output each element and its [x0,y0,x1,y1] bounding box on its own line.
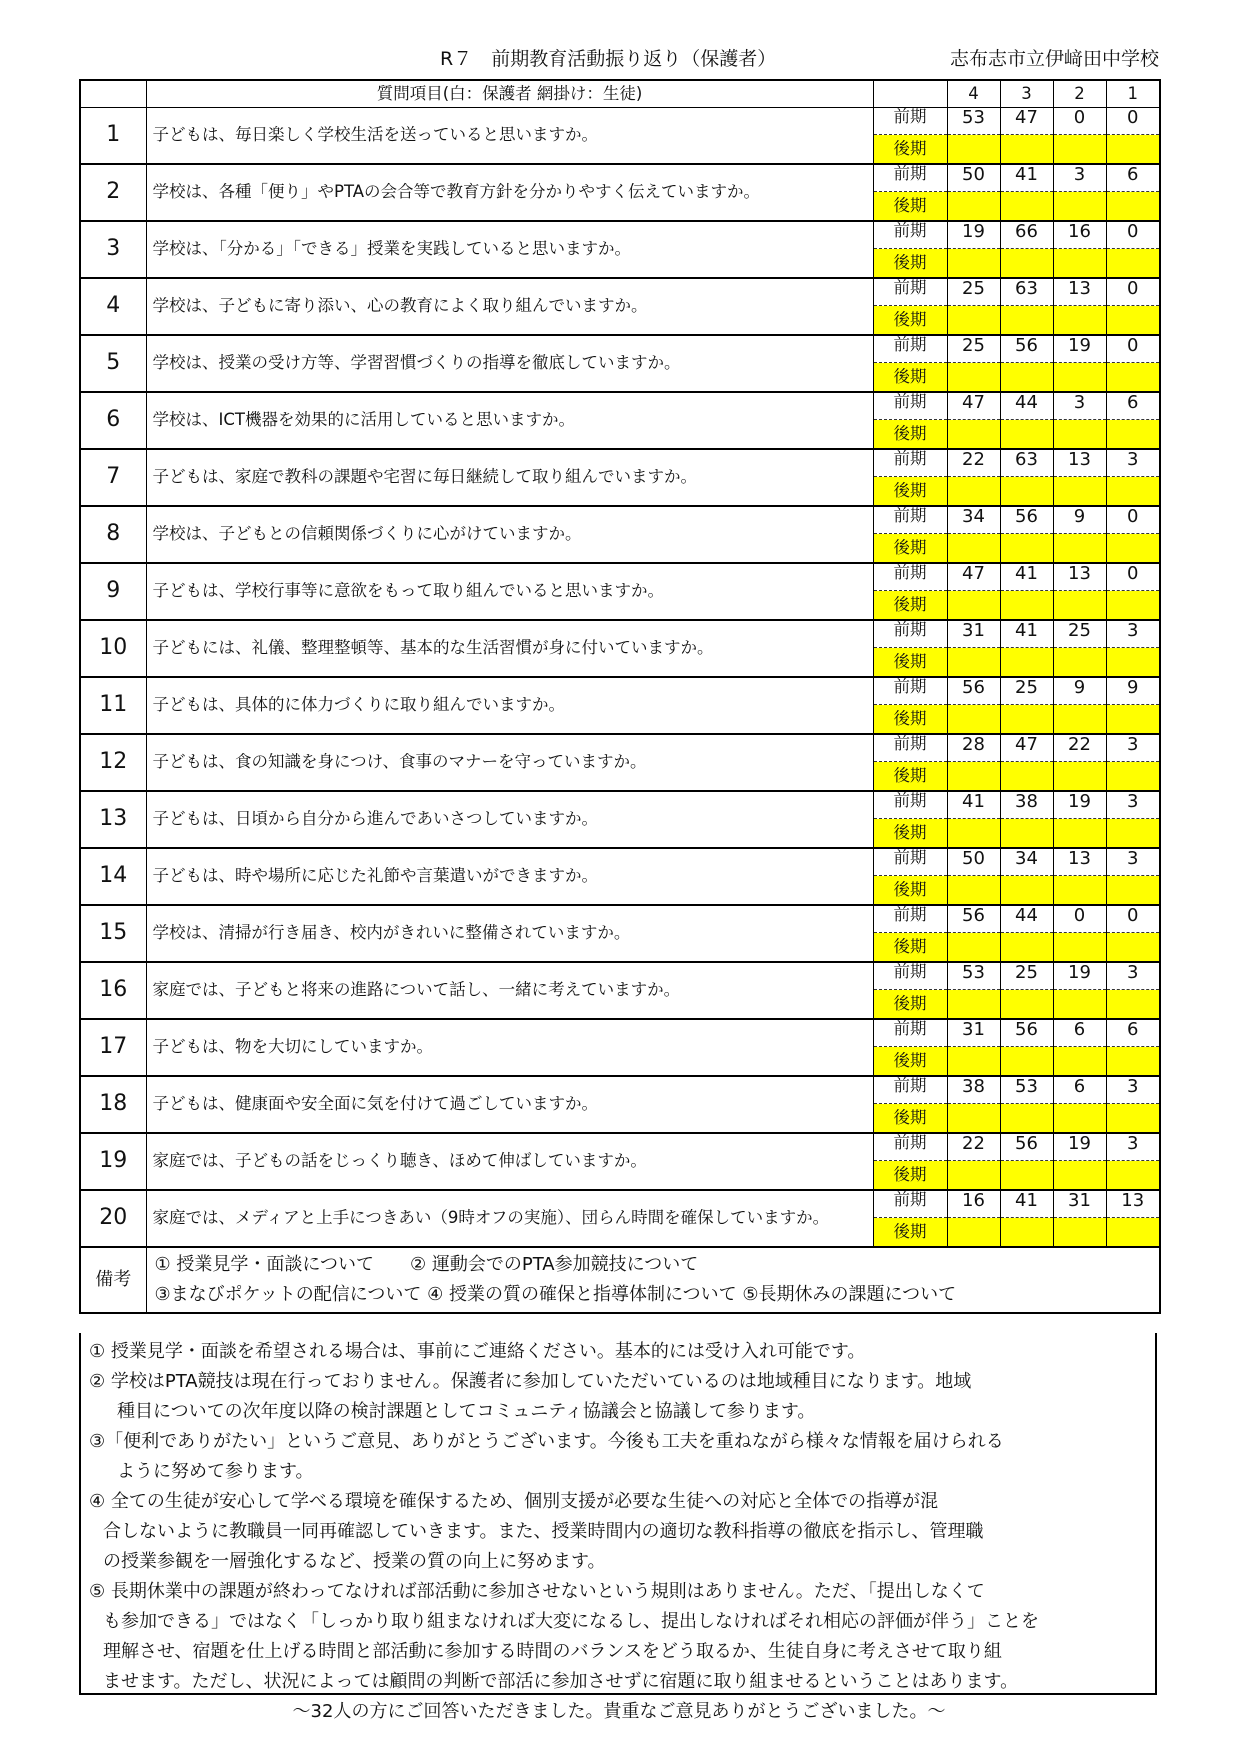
second-term-value [1053,534,1106,564]
second-term-value [1053,477,1106,507]
header-scale-1: 1 [1106,80,1160,108]
remarks-content [146,1247,1160,1313]
second-term-value [947,1161,1000,1191]
value-1: 0 [1106,335,1160,363]
question-text: 学校は、「分かる」「できる」授業を実践していると思いますか。 [146,221,873,278]
header-term-blank [873,80,947,108]
school-name: 志布志市立伊﨑田中学校 [950,48,1160,70]
value-3: 56 [1000,335,1053,363]
second-term-value [1000,933,1053,963]
value-3: 47 [1000,108,1053,135]
value-4: 19 [947,221,1000,249]
term-first-label: 前期 [873,1019,947,1047]
second-term-value [1000,477,1053,507]
question-row [80,962,1160,990]
question-row [80,734,1160,762]
second-term-value [1000,1218,1053,1248]
remarks-line-2: ③まなびポケットの配信について ④ 授業の質の確保と指導体制について ⑤長期休みの課題について [154,1284,957,1305]
second-term-value [1053,363,1106,393]
second-term-value [1053,135,1106,165]
question-row [80,1019,1160,1047]
second-term-value [1106,420,1160,450]
question-text: 学校は、子どもに寄り添い、心の教育によく取り組んでいますか。 [146,278,873,335]
value-2: 13 [1053,848,1106,876]
question-text: 家庭では、子どもの話をじっくり聴き、ほめて伸ばしていますか。 [146,1133,873,1190]
second-term-value [1000,306,1053,336]
value-3: 44 [1000,905,1053,933]
answer-5-line-1: ⑤ 長期休業中の課題が終わってなければ部活動に参加させないという規則はありません。ただ、「提出しなくて [89,1581,985,1602]
second-term-value [947,819,1000,849]
remarks-row [80,1247,1160,1313]
remarks-line-1: ① 授業見学・面談について ② 運動会でのPTA参加競技について [154,1254,699,1275]
value-3: 56 [1000,1019,1053,1047]
header-scale-2: 2 [1053,80,1106,108]
value-4: 31 [947,620,1000,648]
term-first-label: 前期 [873,108,947,135]
question-text: 子どもは、毎日楽しく学校生活を送っていると思いますか。 [146,108,873,165]
value-2: 19 [1053,962,1106,990]
second-term-value [1053,762,1106,792]
question-number: 18 [80,1076,146,1133]
value-2: 13 [1053,278,1106,306]
question-number: 17 [80,1019,146,1076]
second-term-value [947,1047,1000,1077]
value-3: 41 [1000,620,1053,648]
question-row [80,221,1160,249]
question-number: 12 [80,734,146,791]
value-2: 13 [1053,449,1106,477]
question-row [80,108,1160,135]
second-term-value [947,420,1000,450]
value-1: 3 [1106,791,1160,819]
table-header-row [80,80,1160,108]
value-4: 56 [947,677,1000,705]
term-second-label: 後期 [873,762,947,792]
question-row [80,164,1160,192]
answer-5-line-3: 理解させ、宿題を仕上げる時間と部活動に参加する時間のバランスをどう取るか、生徒自身に考えさせて取り組 [103,1641,1002,1662]
term-second-label: 後期 [873,249,947,279]
answer-2-line-1: ② 学校はPTA競技は現在行っておりません。保護者に参加していただいているのは地域種目になります。地域 [89,1371,972,1392]
answer-2-line-2: 種目についての次年度以降の検討課題としてコミュニティ協議会と協議して参ります。 [117,1401,816,1422]
second-term-value [947,249,1000,279]
second-term-value [1000,990,1053,1020]
question-row [80,905,1160,933]
term-first-label: 前期 [873,392,947,420]
term-second-label: 後期 [873,990,947,1020]
second-term-value [947,990,1000,1020]
term-first-label: 前期 [873,905,947,933]
second-term-value [1000,591,1053,621]
question-text: 子どもは、時や場所に応じた礼節や言葉遣いができますか。 [146,848,873,905]
second-term-value [1106,990,1160,1020]
value-3: 63 [1000,449,1053,477]
second-term-value [947,762,1000,792]
question-number: 7 [80,449,146,506]
value-1: 0 [1106,506,1160,534]
value-2: 19 [1053,791,1106,819]
answer-4-line-2: 合しないように教職員一同再確認していきます。また、授業時間内の適切な教科指導の徹底を指示し、管理職 [103,1521,984,1542]
value-4: 25 [947,335,1000,363]
second-term-value [1106,249,1160,279]
second-term-value [1106,135,1160,165]
term-second-label: 後期 [873,1161,947,1191]
second-term-value [1053,876,1106,906]
second-term-value [1053,705,1106,735]
term-first-label: 前期 [873,164,947,192]
value-3: 38 [1000,791,1053,819]
second-term-value [1000,705,1053,735]
second-term-value [1053,1047,1106,1077]
term-second-label: 後期 [873,933,947,963]
value-1: 6 [1106,392,1160,420]
second-term-value [1053,1218,1106,1248]
question-number: 14 [80,848,146,905]
closing-message: ～32人の方にご回答いただきました。貴重なご意見ありがとうございました。～ [292,1701,946,1722]
value-1: 0 [1106,563,1160,591]
value-2: 31 [1053,1190,1106,1218]
term-first-label: 前期 [873,506,947,534]
value-1: 6 [1106,164,1160,192]
question-number: 3 [80,221,146,278]
term-second-label: 後期 [873,648,947,678]
value-4: 41 [947,791,1000,819]
second-term-value [947,306,1000,336]
header-scale-3: 3 [1000,80,1053,108]
value-4: 28 [947,734,1000,762]
question-text: 子どもは、健康面や安全面に気を付けて過ごしていますか。 [146,1076,873,1133]
term-first-label: 前期 [873,278,947,306]
value-4: 38 [947,1076,1000,1104]
question-row [80,1076,1160,1104]
second-term-value [1106,819,1160,849]
second-term-value [1053,933,1106,963]
value-3: 56 [1000,1133,1053,1161]
second-term-value [947,876,1000,906]
value-4: 22 [947,1133,1000,1161]
question-row [80,506,1160,534]
second-term-value [1106,762,1160,792]
value-3: 25 [1000,677,1053,705]
term-second-label: 後期 [873,591,947,621]
value-2: 0 [1053,905,1106,933]
question-number: 11 [80,677,146,734]
term-second-label: 後期 [873,363,947,393]
question-number: 6 [80,392,146,449]
question-text: 学校は、ICT機器を効果的に活用していると思いますか。 [146,392,873,449]
value-1: 13 [1106,1190,1160,1218]
second-term-value [947,192,1000,222]
term-second-label: 後期 [873,306,947,336]
value-2: 19 [1053,335,1106,363]
value-2: 0 [1053,108,1106,135]
value-2: 19 [1053,1133,1106,1161]
value-2: 13 [1053,563,1106,591]
term-second-label: 後期 [873,1104,947,1134]
value-3: 41 [1000,563,1053,591]
term-second-label: 後期 [873,477,947,507]
question-number: 10 [80,620,146,677]
value-2: 25 [1053,620,1106,648]
question-row [80,392,1160,420]
value-4: 31 [947,1019,1000,1047]
second-term-value [947,705,1000,735]
question-text: 学校は、授業の受け方等、学習習慣づくりの指導を徹底していますか。 [146,335,873,392]
question-number: 20 [80,1190,146,1247]
second-term-value [1000,135,1053,165]
term-first-label: 前期 [873,221,947,249]
value-4: 53 [947,962,1000,990]
second-term-value [1106,477,1160,507]
question-text: 子どもは、具体的に体力づくりに取り組んでいますか。 [146,677,873,734]
value-4: 47 [947,392,1000,420]
second-term-value [1000,249,1053,279]
second-term-value [1053,249,1106,279]
second-term-value [1053,819,1106,849]
value-3: 25 [1000,962,1053,990]
second-term-value [1000,648,1053,678]
question-number: 19 [80,1133,146,1190]
value-4: 50 [947,164,1000,192]
term-first-label: 前期 [873,563,947,591]
term-first-label: 前期 [873,1076,947,1104]
second-term-value [1000,819,1053,849]
second-term-value [1106,705,1160,735]
value-1: 3 [1106,1076,1160,1104]
value-2: 9 [1053,506,1106,534]
value-1: 9 [1106,677,1160,705]
value-4: 16 [947,1190,1000,1218]
second-term-value [1000,192,1053,222]
value-4: 53 [947,108,1000,135]
value-1: 0 [1106,278,1160,306]
value-3: 66 [1000,221,1053,249]
question-text: 子どもは、学校行事等に意欲をもって取り組んでいると思いますか。 [146,563,873,620]
value-4: 34 [947,506,1000,534]
header-question-items: 質問項目(白：保護者 網掛け：生徒) [146,80,873,108]
second-term-value [1106,306,1160,336]
value-3: 41 [1000,164,1053,192]
question-row [80,791,1160,819]
value-1: 3 [1106,734,1160,762]
value-3: 41 [1000,1190,1053,1218]
second-term-value [1106,1104,1160,1134]
second-term-value [947,363,1000,393]
value-4: 47 [947,563,1000,591]
second-term-value [1106,363,1160,393]
second-term-value [1053,192,1106,222]
question-row [80,620,1160,648]
answer-4-line-1: ④ 全ての生徒が安心して学べる環境を確保するため、個別支援が必要な生徒への対応と全体での指導が混 [89,1491,939,1512]
value-3: 56 [1000,506,1053,534]
value-1: 3 [1106,848,1160,876]
term-second-label: 後期 [873,192,947,222]
second-term-value [1053,990,1106,1020]
question-text: 学校は、清掃が行き届き、校内がきれいに整備されていますか。 [146,905,873,962]
second-term-value [1053,306,1106,336]
term-second-label: 後期 [873,1047,947,1077]
second-term-value [1000,762,1053,792]
term-first-label: 前期 [873,848,947,876]
second-term-value [1000,876,1053,906]
header-blank [80,80,146,108]
question-row [80,449,1160,477]
term-second-label: 後期 [873,534,947,564]
second-term-value [1106,534,1160,564]
value-4: 56 [947,905,1000,933]
question-text: 子どもは、物を大切にしていますか。 [146,1019,873,1076]
second-term-value [1106,933,1160,963]
term-first-label: 前期 [873,1133,947,1161]
second-term-value [947,1104,1000,1134]
value-2: 9 [1053,677,1106,705]
second-term-value [1106,648,1160,678]
value-1: 0 [1106,221,1160,249]
second-term-value [1000,1047,1053,1077]
value-4: 22 [947,449,1000,477]
second-term-value [947,135,1000,165]
question-row [80,335,1160,363]
question-number: 16 [80,962,146,1019]
second-term-value [947,1218,1000,1248]
question-number: 4 [80,278,146,335]
value-2: 6 [1053,1076,1106,1104]
second-term-value [1000,534,1053,564]
question-row [80,1133,1160,1161]
question-text: 家庭では、メディアと上手につきあい（9時オフの実施）、団らん時間を確保していますか。 [146,1190,873,1247]
question-number: 5 [80,335,146,392]
question-number: 15 [80,905,146,962]
value-2: 3 [1053,392,1106,420]
value-1: 0 [1106,905,1160,933]
value-1: 6 [1106,1019,1160,1047]
question-number: 9 [80,563,146,620]
question-row [80,563,1160,591]
remarks-label: 備考 [80,1247,146,1313]
term-second-label: 後期 [873,420,947,450]
question-row [80,278,1160,306]
answer-3-line-2: ように努めて参ります。 [117,1461,314,1482]
value-1: 3 [1106,620,1160,648]
second-term-value [1053,420,1106,450]
value-3: 47 [1000,734,1053,762]
term-second-label: 後期 [873,819,947,849]
answers-section [79,1333,1157,1722]
second-term-value [1106,1218,1160,1248]
value-4: 50 [947,848,1000,876]
question-text: 学校は、子どもとの信頼関係づくりに心がけていますか。 [146,506,873,563]
second-term-value [1053,591,1106,621]
value-4: 25 [947,278,1000,306]
second-term-value [947,933,1000,963]
term-second-label: 後期 [873,876,947,906]
term-first-label: 前期 [873,1190,947,1218]
second-term-value [1106,591,1160,621]
second-term-value [1053,1161,1106,1191]
value-1: 0 [1106,108,1160,135]
value-2: 6 [1053,1019,1106,1047]
term-first-label: 前期 [873,791,947,819]
page-title: R７ 前期教育活動振り返り（保護者） [440,48,777,70]
value-1: 3 [1106,449,1160,477]
second-term-value [947,591,1000,621]
value-1: 3 [1106,1133,1160,1161]
second-term-value [1000,1104,1053,1134]
term-first-label: 前期 [873,449,947,477]
second-term-value [1053,1104,1106,1134]
term-first-label: 前期 [873,734,947,762]
question-number: 8 [80,506,146,563]
value-2: 16 [1053,221,1106,249]
second-term-value [1000,1161,1053,1191]
question-number: 2 [80,164,146,221]
question-row [80,677,1160,705]
question-text: 子どもには、礼儀、整理整頓等、基本的な生活習慣が身に付いていますか。 [146,620,873,677]
second-term-value [1106,876,1160,906]
question-text: 子どもは、食の知識を身につけ、食事のマナーを守っていますか。 [146,734,873,791]
value-2: 3 [1053,164,1106,192]
question-text: 子どもは、家庭で教科の課題や宅習に毎日継続して取り組んでいますか。 [146,449,873,506]
second-term-value [1000,420,1053,450]
second-term-value [1000,363,1053,393]
term-first-label: 前期 [873,677,947,705]
question-number: 1 [80,108,146,165]
term-first-label: 前期 [873,335,947,363]
term-first-label: 前期 [873,620,947,648]
term-second-label: 後期 [873,135,947,165]
value-1: 3 [1106,962,1160,990]
second-term-value [947,477,1000,507]
question-row [80,1190,1160,1218]
answer-3-line-1: ③「便利でありがたい」というご意見、ありがとうございます。今後も工夫を重ねながら様々な情報を届けられる [89,1431,1004,1452]
question-text: 家庭では、子どもと将来の進路について話し、一緒に考えていますか。 [146,962,873,1019]
second-term-value [947,648,1000,678]
answer-1: ① 授業見学・面談を希望される場合は、事前にご連絡ください。基本的には受け入れ可能です。 [89,1341,866,1362]
second-term-value [1106,1161,1160,1191]
question-text: 子どもは、日頃から自分から進んであいさつしていますか。 [146,791,873,848]
survey-table [79,79,1161,1314]
second-term-value [1106,192,1160,222]
value-3: 53 [1000,1076,1053,1104]
term-second-label: 後期 [873,1218,947,1248]
second-term-value [947,534,1000,564]
value-3: 44 [1000,392,1053,420]
value-3: 34 [1000,848,1053,876]
value-2: 22 [1053,734,1106,762]
header-scale-4: 4 [947,80,1000,108]
answer-4-line-3: の授業参観を一層強化するなど、授業の質の向上に努めます。 [103,1551,606,1572]
value-3: 63 [1000,278,1053,306]
answer-5-line-4: ませます。ただし、状況によっては顧問の判断で部活に参加させずに宿題に取り組ませるということはあります。 [103,1671,1019,1692]
answer-5-line-2: も参加できる」ではなく「しっかり取り組まなければ大変になるし、提出しなければそれ相応の評価が伴う」ことを [103,1611,1039,1632]
second-term-value [1053,648,1106,678]
question-number: 13 [80,791,146,848]
question-text: 学校は、各種「便り」やPTAの会合等で教育方針を分かりやすく伝えていますか。 [146,164,873,221]
term-first-label: 前期 [873,962,947,990]
question-row [80,848,1160,876]
term-second-label: 後期 [873,705,947,735]
second-term-value [1106,1047,1160,1077]
